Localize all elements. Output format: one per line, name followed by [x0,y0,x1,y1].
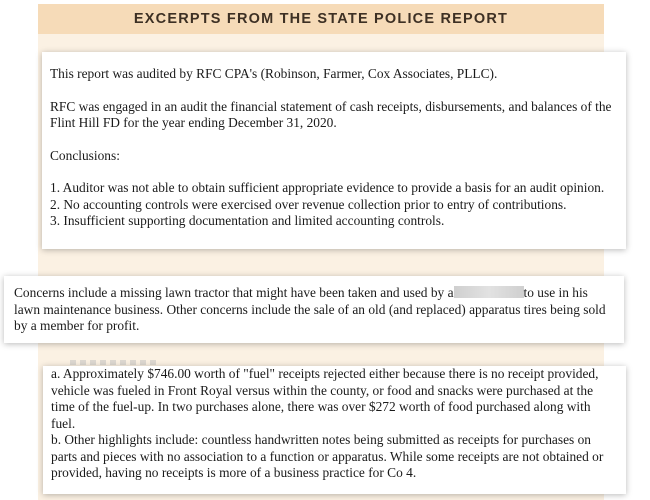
page-title: EXCERPTS FROM THE STATE POLICE REPORT [38,4,604,34]
concerns-text-end: to use in his lawn maintenance business. Other concerns include the sale of an old (and replaced) apparatus tires being sold by a member for profit. [14,285,606,333]
concerns-paragraph [14,285,616,335]
excerpt-audit-card [42,52,626,249]
conclusion-item: 2. No accounting controls were exercised over revenue collection prior to entry of contributions. [50,196,567,212]
redacted-name-block [454,286,524,298]
torn-text-remnant [70,360,160,365]
conclusion-item: 3. Insufficient supporting documentation and limited accounting controls. [50,213,445,228]
conclusions-heading: Conclusions: [50,147,120,163]
audit-scope-paragraph: RFC was engaged in an audit the financial statement of cash receipts, disbursements, and balances of the Flint Hill FD for the year ending December 31, 2020. [50,98,612,130]
excerpt-receipts-card [43,366,626,494]
concerns-text-start: Concerns include a missing lawn tractor that might have been taken and used by a [14,285,454,300]
excerpt-concerns-card [4,276,624,343]
audit-intro-paragraph: This report was audited by RFC CPA's (Robinson, Farmer, Cox Associates, PLLC). [50,66,498,81]
receipts-item-a: a. Approximately $746.00 worth of "fuel" receipts rejected either because there is no receipt provided, vehicle was fueled in Front Royal versus within the county, or food and snacks were purchased at the time of the fuel-up. In two purchases alone, there was over $272 worth of food purchased along with fuel. [51,366,599,431]
receipts-item-b: b. Other highlights include: countless handwritten notes being submitted as receipts for purchases on parts and pieces with no association to a function or apparatus. While some receipts are not obtained or provided, having no receipts is more of a business practice for Co 4. [51,432,604,480]
conclusion-item: 1. Auditor was not able to obtain sufficient appropriate evidence to provide a basis for an audit opinion. [50,180,605,195]
